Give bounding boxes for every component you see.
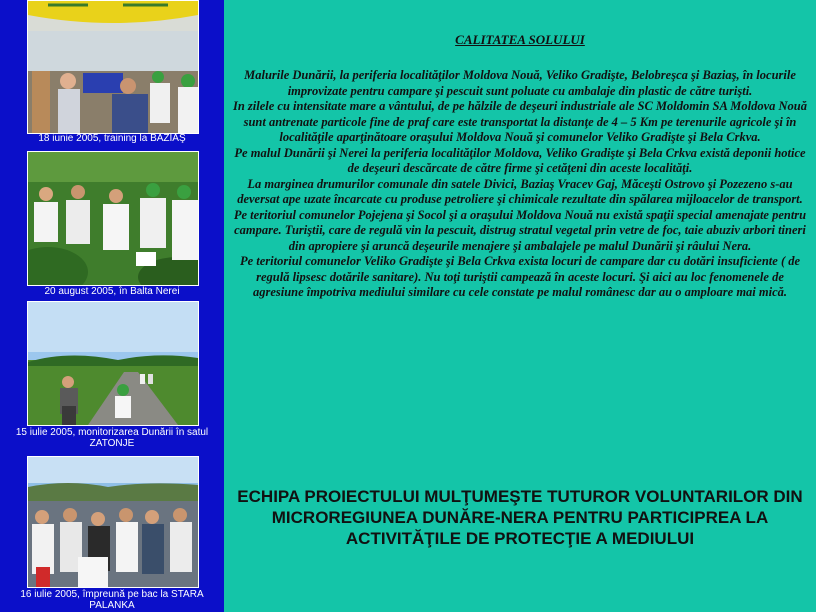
article-paragraph: Pe teritoriul comunelor Veliko Gradişte şi Bela Crkva exista locuri de campare dar cu dotări insuficiente ( de regulă lipsesc dotările sanitare). Nu toţi turiştii campează în aceste locuri. Şi aici au loc fenomenele de agresiune împotriva mediului similare cu cele constate pe malul românesc dar au o amploare mai mică. [239, 254, 801, 299]
article-body [232, 68, 808, 301]
photo-caption: 15 iulie 2005, monitorizarea Dunării în satul ZATONJE [15, 427, 209, 449]
article-paragraph: La marginea drumurilor comunale din satele Divici, Baziaş Vracev Gaj, Măceşti Ostrovo şi Pozezeno s-au deversat ape uzate încarcate cu produse petroliere şi chimicale rezultate din spălarea mijloacelor de transport. [237, 176, 803, 206]
photo-stara-palanka [27, 456, 199, 588]
article-paragraph: Pe teritoriul comunelor Pojejena şi Socol şi a oraşului Moldova Nouă nu există spaţii special amenajate pentru campare. Turiştii, care de regulă vin la pescuit, distrug stratul vegetal prin vetre de foc, taie abuziv arbori tineri din apropiere şi aruncă deşeurile menajere şi ambalajele pe malul Dunării şi râului Nera. [233, 207, 807, 253]
photo-sidebar [0, 0, 224, 612]
article-panel [224, 0, 816, 612]
article-paragraph: Malurile Dunării, la periferia localităţilor Moldova Nouă, Veliko Gradişte, Belobreşca şi Baziaş, în locurile improvizate pentru campare şi pescuit sunt poluate cu ambalaje din plastic de către turişti. [244, 68, 796, 98]
closing-message: ECHIPA PROIECTULUI MULŢUMEŞTE TUTUROR VOLUNTARILOR DIN MICROREGIUNEA DUNĂRE-NERA PENTRU PARTICIPREA LA ACTIVITĂŢILE DE PROTECŢIE A MEDIULUI [237, 487, 803, 548]
article-paragraph: Pe malul Dunării şi Nerei la periferia localităţilor Moldova, Veliko Gradişte şi Bela Crkva există deponii hotice de deşeuri descărcate de către firme şi cetăţeni din aceste localităţi. [234, 145, 806, 175]
photo-caption: 16 iulie 2005, împreună pe bac la STARA PALANKA [20, 589, 204, 611]
article-paragraph: In zilele cu intensitate mare a vântului, de pe hălzile de deşeuri industriale ale SC Moldomin SA Moldova Nouă sunt antrenate particole fine de praf care este transportat la distanţe de 4 – 5 Km pe terenurile agricole şi în localităţile aparţinătoare oraşului Moldova Nouă şi comunelor Veliko Gradişte şi Bela Crkva. [232, 99, 808, 144]
photo-balta-nerei [27, 151, 199, 286]
photo-zatonje [27, 301, 199, 426]
photo-caption: 20 august 2005, în Balta Nerei [44, 286, 180, 297]
article-title: CALITATEA SOLULUI [455, 32, 585, 47]
photo-caption: 18 iunie 2005, training la BAZIAŞ [38, 133, 186, 144]
photo-training-baziasi [27, 0, 199, 134]
